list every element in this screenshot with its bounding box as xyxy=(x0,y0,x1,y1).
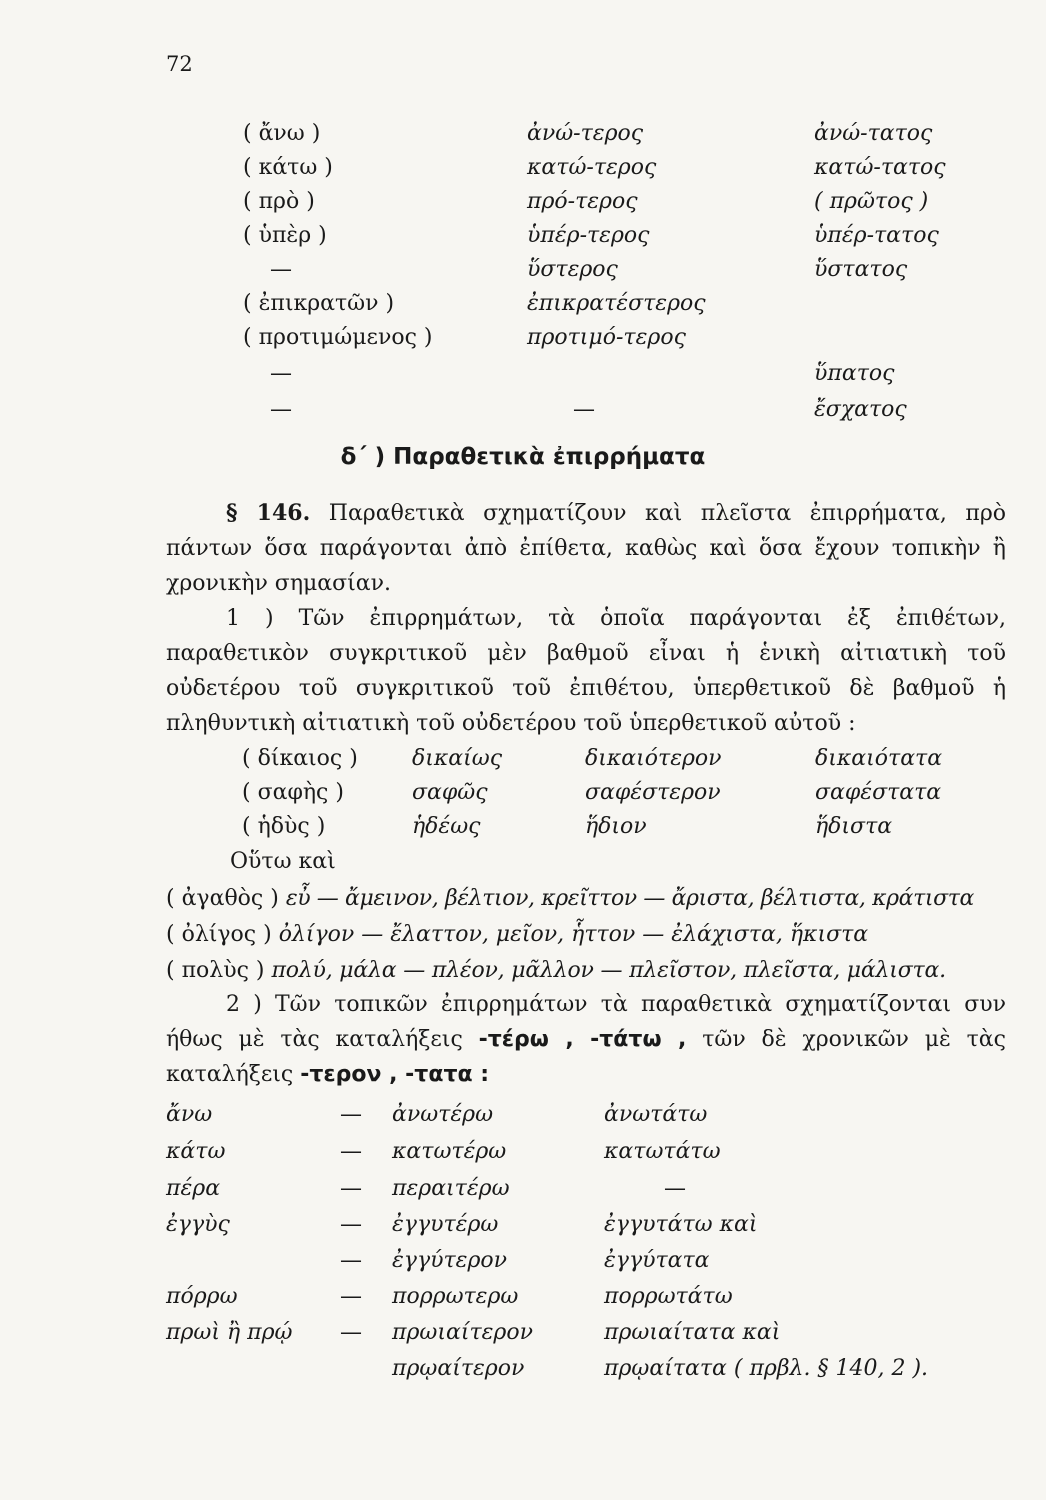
superlative-form: ὑπέρ-τατος xyxy=(814,223,939,248)
table-row xyxy=(0,287,1046,321)
adverb: δικαίως xyxy=(412,746,503,771)
table-row xyxy=(0,1316,1046,1350)
irregular-row xyxy=(166,918,868,952)
adjective: ( δίκαιος ) xyxy=(242,746,358,771)
superlative-form: ἔσχατος xyxy=(814,397,907,422)
table-row xyxy=(0,151,1046,185)
dash: — xyxy=(340,1102,362,1127)
superlative-form: κατώ-τατος xyxy=(814,155,946,180)
adverb: σαφῶς xyxy=(412,780,488,805)
superlative-form: ἀνώ-τατος xyxy=(814,121,933,146)
base-adverb: ἐγγὺς xyxy=(166,1212,230,1237)
base-form: — xyxy=(270,257,292,282)
base-adverb: κάτω xyxy=(166,1139,226,1164)
irregular-row xyxy=(166,954,946,988)
superlative-adverb: ἐγγυτάτω καὶ xyxy=(604,1212,758,1237)
paragraph-text: 2 ) Τῶν τοπικῶν ἐπιρρημάτων τὰ παραθετικὰ σχηματίζονται συν ήθως μὲ τὰς καταλήξεις xyxy=(166,992,1006,1052)
comparative-form: ἐπικρατέστερος xyxy=(527,291,706,316)
adjective: ( ὀλίγος ) xyxy=(166,922,272,947)
adverb-forms: πολύ, μάλα — πλέον, μᾶλλον — πλεῖστον, πλεῖστα, μάλιστα. xyxy=(271,958,946,983)
table-row xyxy=(0,1135,1046,1169)
comparative-adverb: ἐγγυτέρω xyxy=(392,1212,499,1237)
table-row xyxy=(0,117,1046,151)
dash: — xyxy=(340,1320,362,1345)
base-adverb: πόρρω xyxy=(166,1284,238,1309)
adjective: ( πολὺς ) xyxy=(166,958,265,983)
adverb: ἡδέως xyxy=(412,814,481,839)
comparative-form: κατώ-τερος xyxy=(527,155,657,180)
paragraph-rule-2 xyxy=(166,987,1006,1092)
table-row xyxy=(0,810,1046,844)
base-adverb: πέρα xyxy=(166,1176,221,1201)
comparative-adverb: σαφέστερον xyxy=(585,780,721,805)
comparative-adverb: πρωιαίτερον xyxy=(392,1320,533,1345)
base-form: ( ἐπικρατῶν ) xyxy=(243,291,395,316)
comparative-form: — xyxy=(573,397,595,422)
table-row xyxy=(0,1172,1046,1206)
base-form: ( πρὸ ) xyxy=(243,189,315,214)
comparative-adverb: περαιτέρω xyxy=(392,1176,510,1201)
base-form: ( ἄνω ) xyxy=(243,121,321,146)
comparative-form: ὑπέρ-τερος xyxy=(527,223,650,248)
table-row xyxy=(0,1280,1046,1314)
dash: — xyxy=(340,1212,362,1237)
outo-kai: Οὕτω καὶ xyxy=(230,849,336,874)
paragraph-text: Παραθετικὰ σχηματίζουν καὶ πλεῖστα ἐπιρρήματα, πρὸ πάντων ὅσα παράγονται ἀπὸ ἐπίθετα, καθὼς καὶ ὅσα ἔχουν τοπικὴν ἢ χρονικὴν σημασίαν. xyxy=(166,501,1006,596)
paragraph-146 xyxy=(166,496,1006,601)
table-row xyxy=(0,253,1046,287)
ending-bold: -τερον , -τατα : xyxy=(300,1062,490,1087)
page-number: 72 xyxy=(166,52,193,76)
superlative-form: ὕπατος xyxy=(814,361,895,386)
base-form: — xyxy=(270,361,292,386)
irregular-row xyxy=(166,882,974,916)
superlative-adverb: ἀνωτάτω xyxy=(604,1102,708,1127)
superlative-adverb: πορρωτάτω xyxy=(604,1284,733,1309)
table-row xyxy=(0,1352,1046,1386)
superlative-adverb: ἥδιστα xyxy=(815,814,893,839)
comparative-adverb: πρῳαίτερον xyxy=(392,1356,525,1381)
adjective: ( ἡδὺς ) xyxy=(242,814,326,839)
base-adverb: ἄνω xyxy=(166,1102,213,1127)
comparative-adverb: κατωτέρω xyxy=(392,1139,507,1164)
adverb-forms: εὖ — ἄμεινον, βέλτιον, κρεῖττον — ἄριστα, βέλτιστα, κράτιστα xyxy=(285,886,974,911)
comparative-adverb: ἐγγύτερον xyxy=(392,1248,508,1273)
paragraph-rule-1 xyxy=(166,601,1006,741)
comparative-adverb: δικαιότερον xyxy=(585,746,722,771)
adjective: ( ἀγαθὸς ) xyxy=(166,886,279,911)
paragraph-text: τῶν δὲ χρονικῶν μὲ τὰς καταλήξεις xyxy=(166,1027,1006,1087)
comparative-form: ὕστερος xyxy=(527,257,618,282)
table-row xyxy=(0,393,1046,427)
table-row xyxy=(0,1244,1046,1278)
superlative-adverb: σαφέστατα xyxy=(815,780,942,805)
superlative-adverb: ἐγγύτατα xyxy=(604,1248,710,1273)
base-form: — xyxy=(270,397,292,422)
table-row xyxy=(0,219,1046,253)
base-form: ( κάτω ) xyxy=(243,155,333,180)
comparative-adverb: ἥδιον xyxy=(585,814,647,839)
adjective: ( σαφὴς ) xyxy=(242,780,344,805)
table-row xyxy=(0,1098,1046,1132)
comparative-form: πρό-τερος xyxy=(527,189,638,214)
superlative-adverb: πρωιαίτατα καὶ xyxy=(604,1320,781,1345)
superlative-form: ὕστατος xyxy=(814,257,908,282)
superlative-adverb: — xyxy=(664,1176,686,1201)
dash: — xyxy=(340,1139,362,1164)
dash: — xyxy=(340,1176,362,1201)
table-row xyxy=(0,1208,1046,1242)
dash: — xyxy=(340,1248,362,1273)
comparative-adverb: ἀνωτέρω xyxy=(392,1102,494,1127)
table-row xyxy=(0,742,1046,776)
comparative-form: ἀνώ-τερος xyxy=(527,121,644,146)
paragraph-text: 1 ) Τῶν ἐπιρρημάτων, τὰ ὁποῖα παράγονται ἐξ ἐπιθέτων, παραθετικὸν συγκριτικοῦ μὲν βαθμοῦ εἶναι ἡ ἑνικὴ αἰτιατικὴ τοῦ οὐδετέρου τοῦ συγκριτικοῦ τοῦ ἐπιθέτου, ὑπερθετικοῦ δὲ βαθμοῦ ἡ πληθυντικὴ αἰτιατικὴ τοῦ οὐδετέρου τοῦ ὑπερθετικοῦ αὐτοῦ : xyxy=(166,606,1006,736)
table-row xyxy=(0,776,1046,810)
table-row xyxy=(0,185,1046,219)
base-form: ( ὑπὲρ ) xyxy=(243,223,327,248)
section-number: § 146. xyxy=(226,500,311,526)
superlative-adverb: κατωτάτω xyxy=(604,1139,721,1164)
superlative-form: ( πρῶτος ) xyxy=(814,189,929,214)
section-heading: δ΄ ) Παραθετικὰ ἐπιρρήματα xyxy=(340,444,706,470)
table-row xyxy=(0,357,1046,391)
comparative-form: προτιμό-τερος xyxy=(527,325,686,350)
adverb-forms: ὀλίγον — ἔλαττον, μεῖον, ἧττον — ἐλάχιστα, ἥκιστα xyxy=(278,922,869,947)
superlative-adverb: δικαιότατα xyxy=(815,746,943,771)
table-row xyxy=(0,321,1046,355)
comparative-adverb: πορρωτερω xyxy=(392,1284,519,1309)
dash: — xyxy=(340,1284,362,1309)
base-adverb: πρωὶ ἢ πρῴ xyxy=(166,1320,293,1345)
superlative-adverb: πρῳαίτατα ( πρβλ. § 140, 2 ). xyxy=(604,1356,929,1381)
base-form: ( προτιμώμενος ) xyxy=(243,325,433,350)
ending-bold: -τέρω , -τάτω , xyxy=(478,1027,687,1052)
